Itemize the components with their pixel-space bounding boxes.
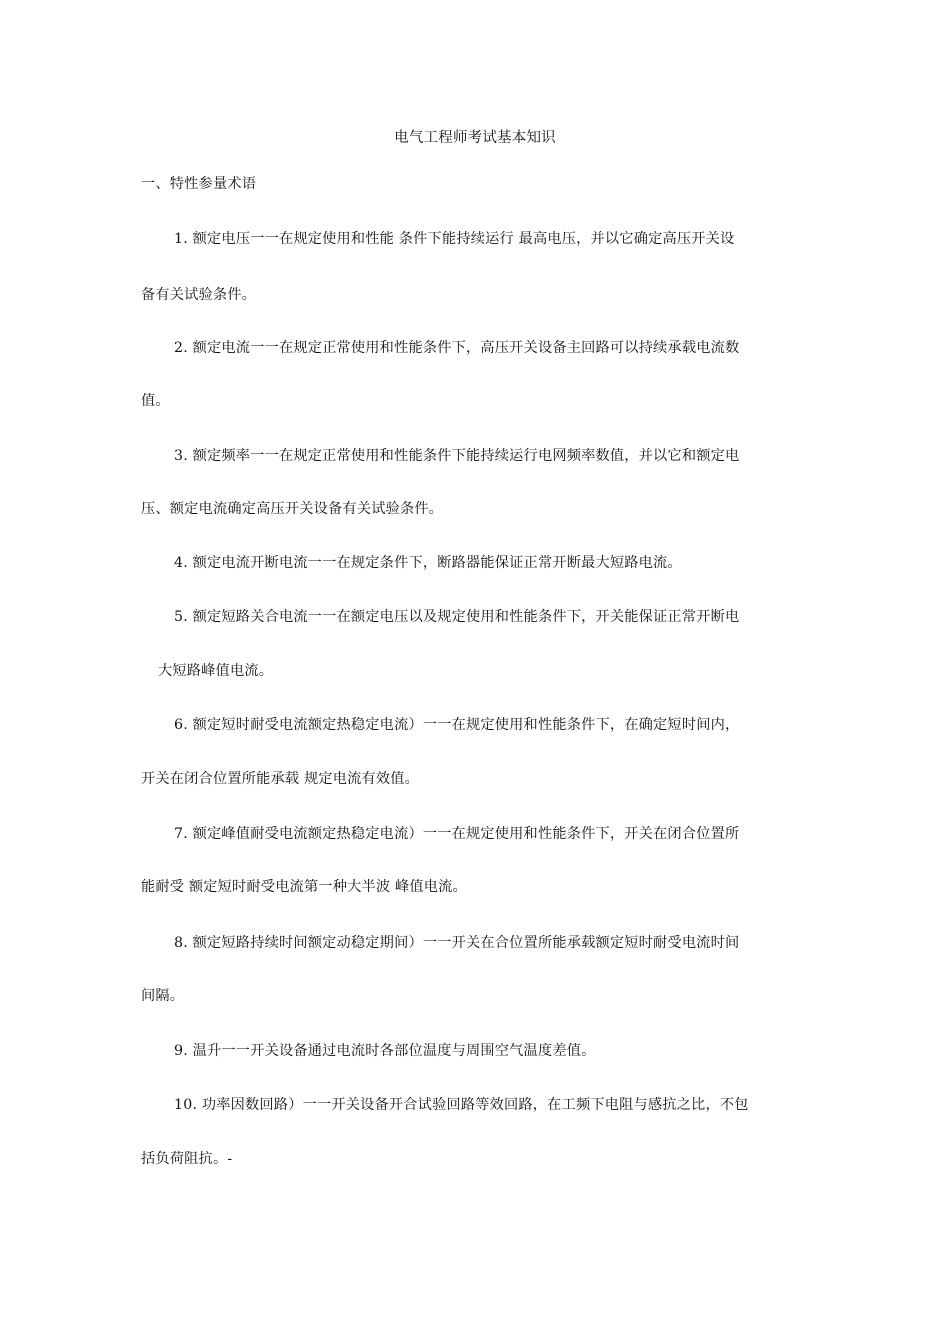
paragraph-2-line-1: 2. 额定电流一一在规定正常使用和性能条件下，高压开关设备主回路可以持续承载电流数 <box>174 340 740 356</box>
paragraph-10-line-2: 括负荷阻抗。- <box>141 1151 233 1167</box>
page-title: 电气工程师考试基本知识 <box>394 130 556 146</box>
paragraph-3-line-2: 压、额定电流确定高压开关设备有关试验条件。 <box>141 501 444 517</box>
section-heading: 一、特性参量术语 <box>141 176 257 192</box>
paragraph-7-line-1: 7. 额定峰值耐受电流额定热稳定电流）一一在规定使用和性能条件下，开关在闭合位置所 <box>174 826 740 842</box>
paragraph-4-line-1: 4. 额定电流开断电流一一在规定条件下，断路器能保证正常开断最大短路电流。 <box>174 555 682 571</box>
paragraph-6-line-2: 开关在闭合位置所能承载 规定电流有效值。 <box>141 771 420 787</box>
paragraph-9-line-1: 9. 温升一一开关设备通过电流时各部位温度与周围空气温度差值。 <box>174 1043 596 1059</box>
paragraph-1-line-1: 1. 额定电压一一在规定使用和性能 条件下能持续运行 最高电压，并以它确定高压开关设 <box>174 231 735 247</box>
paragraph-3-line-1: 3. 额定频率一一在规定正常使用和性能条件下能持续运行电网频率数值，并以它和额定电 <box>174 448 740 464</box>
paragraph-2-line-2: 值。 <box>141 393 170 409</box>
paragraph-8-line-1: 8. 额定短路持续时间额定动稳定期间）一一开关在合位置所能承载额定短时耐受电流时间 <box>174 935 740 951</box>
paragraph-8-line-2: 间隔。 <box>141 988 185 1004</box>
paragraph-6-line-1: 6. 额定短时耐受电流额定热稳定电流）一一在规定使用和性能条件下，在确定短时间内， <box>174 717 740 733</box>
paragraph-5-line-2: 大短路峰值电流。 <box>158 663 274 679</box>
paragraph-5-line-1: 5. 额定短路关合电流一一在额定电压以及规定使用和性能条件下，开关能保证正常开断电 <box>174 609 740 625</box>
paragraph-10-line-1: 10. 功率因数回路）一一开关设备开合试验回路等效回路，在工频下电阻与感抗之比，不包 <box>174 1097 749 1113</box>
paragraph-1-line-2: 备有关试验条件。 <box>141 287 257 303</box>
paragraph-7-line-2: 能耐受 额定短时耐受电流第一种大半波 峰值电流。 <box>141 879 467 895</box>
